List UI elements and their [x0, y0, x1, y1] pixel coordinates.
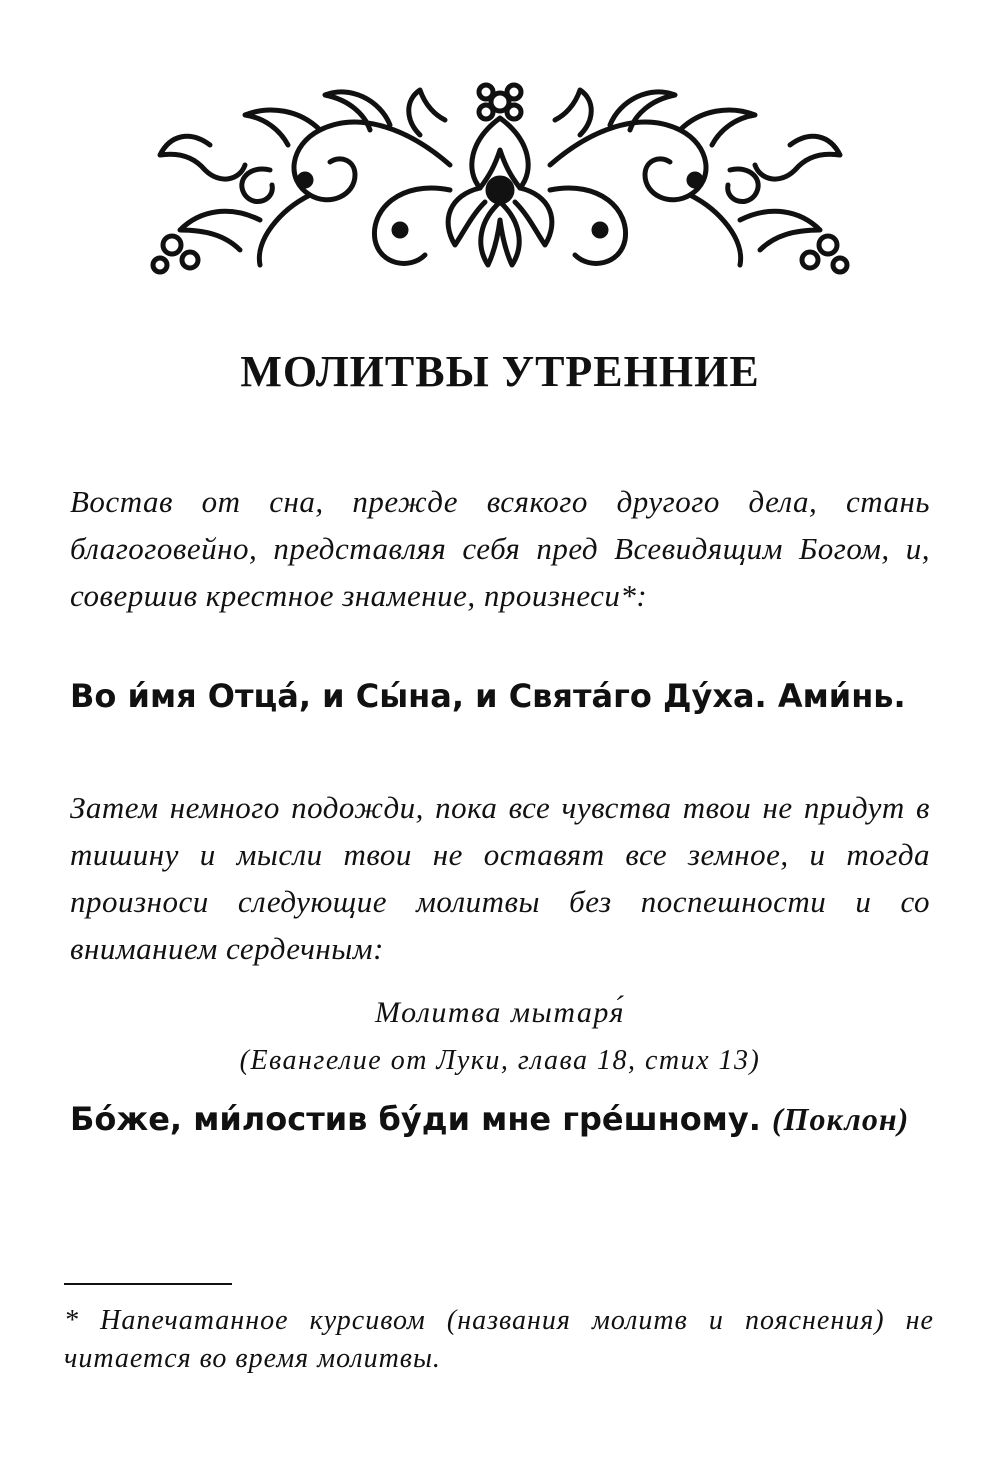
instruction-rubric: Затем немного подожди, пока все чувства твои не придут в тишину и мысли твои не оставят все земное, и тогда произноси следующие молитвы без поспешности и со вниманием сердечным:	[70, 790, 930, 966]
intro-rubric: Востав от сна, прежде всякого другого дела, стань благоговейно, представляя себя пред Всевидящим Богом, и, совершив крестное знамение, произнеси*:	[70, 484, 930, 613]
publican-prayer-title: Молитва мытаря́	[375, 996, 625, 1029]
publican-prayer-text: Бо́же, ми́лостив бу́ди мне гре́шному.	[70, 1100, 761, 1138]
footnote: * Напечатанное курсивом (названия молитв и пояснения) не читается во время молитвы.	[64, 1305, 934, 1374]
publican-prayer-note: (Поклон)	[771, 1101, 910, 1137]
page-title: МОЛИТВЫ УТРЕННИЕ	[240, 347, 760, 396]
prayer-trinity: Во и́мя Отца́, и Сы́на, и Свята́го Ду́ха. Ами́нь.	[70, 677, 906, 715]
publican-prayer-source: (Евангелие от Луки, глава 18, стих 13)	[239, 1045, 761, 1076]
footnote-divider	[64, 1283, 232, 1285]
floral-headpiece-ornament-icon	[150, 70, 850, 275]
publican-prayer	[70, 1096, 930, 1142]
